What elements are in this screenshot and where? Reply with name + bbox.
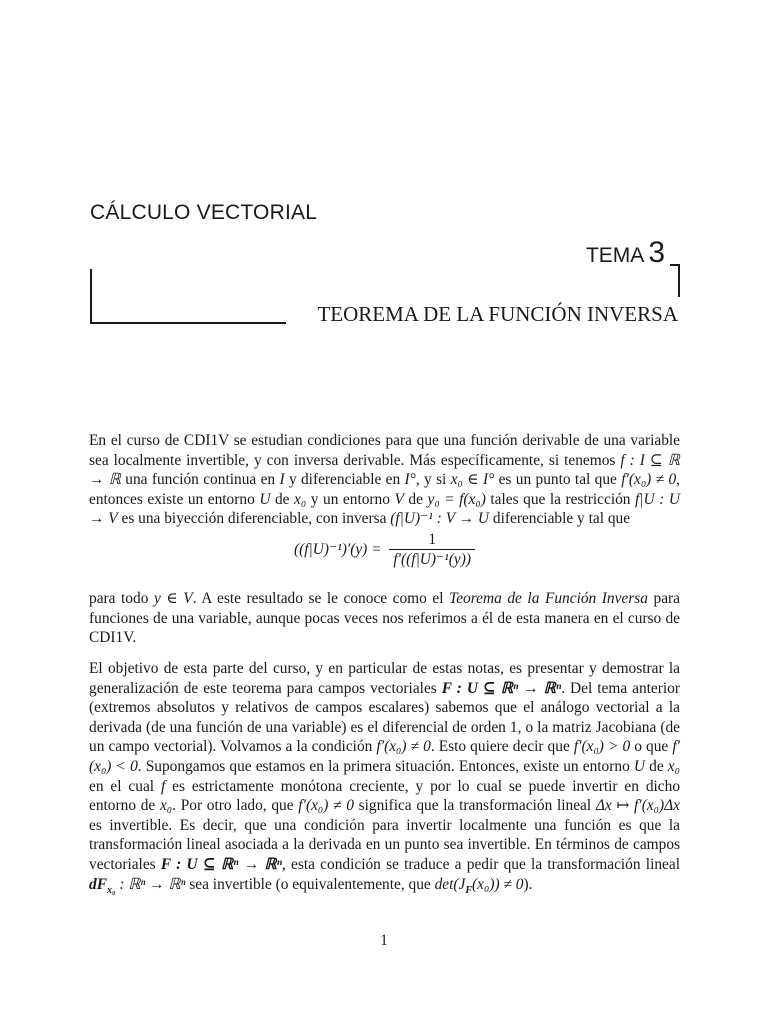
text-span: . Del tema anterior (extremos absolutos y relativos de campos escalares) sabemos que el análogo vectorial a la derivada (de una función de una variable) es el diferencial de orden 1, o la matriz Jacobiana (de un campo vectorial). Volvamos a la condición [89, 679, 680, 756]
text-span: de [403, 490, 428, 508]
text-span: es un punto tal que [494, 471, 622, 489]
page-number: 1 [380, 932, 388, 949]
title-rule-left-horizontal [90, 322, 286, 324]
text-span: y un entorno [306, 490, 395, 508]
text-span: . Por otro lado, que [172, 797, 299, 815]
text-span: en el cual [89, 777, 161, 795]
math-inline: x₀ [294, 490, 307, 508]
text-span: . Supongamos que estamos en la primera situación. Entonces, existe un entorno [137, 757, 634, 775]
text-span: El objetivo de esta parte del curso, y en particular de estas notas, es presentar y demostrar la generalización de este teorema para campos vectoriales [89, 660, 680, 697]
title-rule-left-vertical [90, 269, 92, 323]
math-inline: f [160, 777, 166, 795]
tema-number: 3 [648, 236, 665, 269]
math-inline: x₀ [667, 757, 680, 775]
display-equation [89, 531, 680, 571]
math-inline: V [394, 490, 404, 508]
chapter-title: TEOREMA DE LA FUNCIÓN INVERSA [317, 302, 678, 326]
math-inline: : ℝⁿ → ℝⁿ [115, 875, 186, 893]
text-span: diferenciable y tal que [489, 510, 631, 528]
chapter-label [586, 236, 665, 270]
tema-label: TEMA [585, 244, 645, 267]
math-inline: f′(x₀) < 0 [89, 738, 680, 775]
text-span: es una biyección diferenciable, con inversa [117, 510, 391, 528]
course-title: CÁLCULO VECTORIAL [90, 201, 318, 224]
math-inline: F : U ⊆ ℝⁿ → ℝⁿ [160, 855, 282, 873]
math-inline: dF [89, 875, 107, 893]
text-span: significa que la transformación lineal [353, 797, 596, 815]
math-inline: f′(x₀) ≠ 0 [621, 471, 677, 489]
paragraph-objective [89, 659, 680, 894]
text-span: , y si [415, 471, 451, 489]
math-inline: x₀ [159, 797, 173, 815]
equation-lhs: ((f|U)⁻¹)′(y) = [294, 541, 382, 559]
math-inline: f : I ⊆ ℝ → ℝ [89, 451, 680, 489]
text-span: es estrictamente monótona creciente, y por lo cual se puede invertir en dicho entorno de [89, 777, 681, 815]
text-span: , esta condición se traduce a pedir que la transformación lineal [281, 855, 680, 873]
paragraph-intro [89, 431, 680, 574]
math-inline: U [259, 490, 271, 508]
math-inline: (f|U)⁻¹ : V → U [390, 510, 490, 528]
text-span: . Esto quiere decir que [430, 738, 574, 756]
math-inline: (x₀)) ≠ 0 [472, 875, 524, 893]
math-inline: f′(x₀) ≠ 0 [298, 797, 354, 815]
fraction-numerator: 1 [428, 530, 437, 548]
math-inline: Δx ↦ f′(x₀)Δx [595, 797, 680, 815]
text-span: para funciones de una variable, aunque pocas veces nos referimos a él de esta manera en el curso de CDI1V. [89, 590, 680, 647]
text-span: de [645, 757, 668, 775]
text-span: , entonces existe un entorno [89, 471, 680, 508]
theorem-name: Teorema de la Función Inversa [449, 590, 648, 607]
math-inline: I [279, 471, 285, 489]
math-inline: det(J [434, 875, 466, 893]
text-span: sea invertible (o equivalentemente, que [185, 875, 435, 893]
math-inline: y₀ = f(x₀) [427, 490, 486, 508]
paragraph-theorem-name [89, 589, 680, 648]
text-span: es invertible. Es decir, que una condición para invertir localmente una función es que la transformación lineal asociada a la derivada en un punto sea invertible. En términos de campos vectoriales [89, 816, 680, 873]
math-inline: I° [404, 471, 416, 489]
title-rule-right-vertical [678, 264, 680, 297]
math-subscript: x₀ [106, 884, 116, 896]
math-inline: U [633, 757, 646, 775]
text-span: ). [523, 875, 533, 893]
math-inline: F : U ⊆ ℝⁿ → ℝⁿ [441, 679, 562, 697]
text-span: una función continua en [120, 471, 280, 489]
math-subscript: F [465, 884, 473, 896]
equation-fraction [389, 531, 475, 569]
text-span: . A este resultado se le conoce como el [192, 590, 450, 607]
text-span: o que [630, 738, 673, 756]
text-span: tales que la restricción [485, 490, 636, 508]
fraction-denominator: f′((f|U)⁻¹(y)) [389, 549, 475, 569]
text-span: En el curso de CDI1V se estudian condiciones para que una función derivable de una variable sea localmente invertible, y con inversa derivable. Más específicamente, si tenemos [89, 432, 680, 469]
text-span: de [270, 490, 295, 508]
text-span: para todo [89, 590, 154, 607]
text-span: y diferenciable en [284, 471, 405, 489]
math-inline: f′(x₀) ≠ 0 [376, 738, 431, 756]
math-inline: f′(x₀) > 0 [573, 738, 631, 756]
math-inline: f|U : U → V [89, 490, 680, 528]
math-inline: x₀ ∈ I° [450, 471, 495, 489]
math-inline: y ∈ V [153, 590, 193, 607]
